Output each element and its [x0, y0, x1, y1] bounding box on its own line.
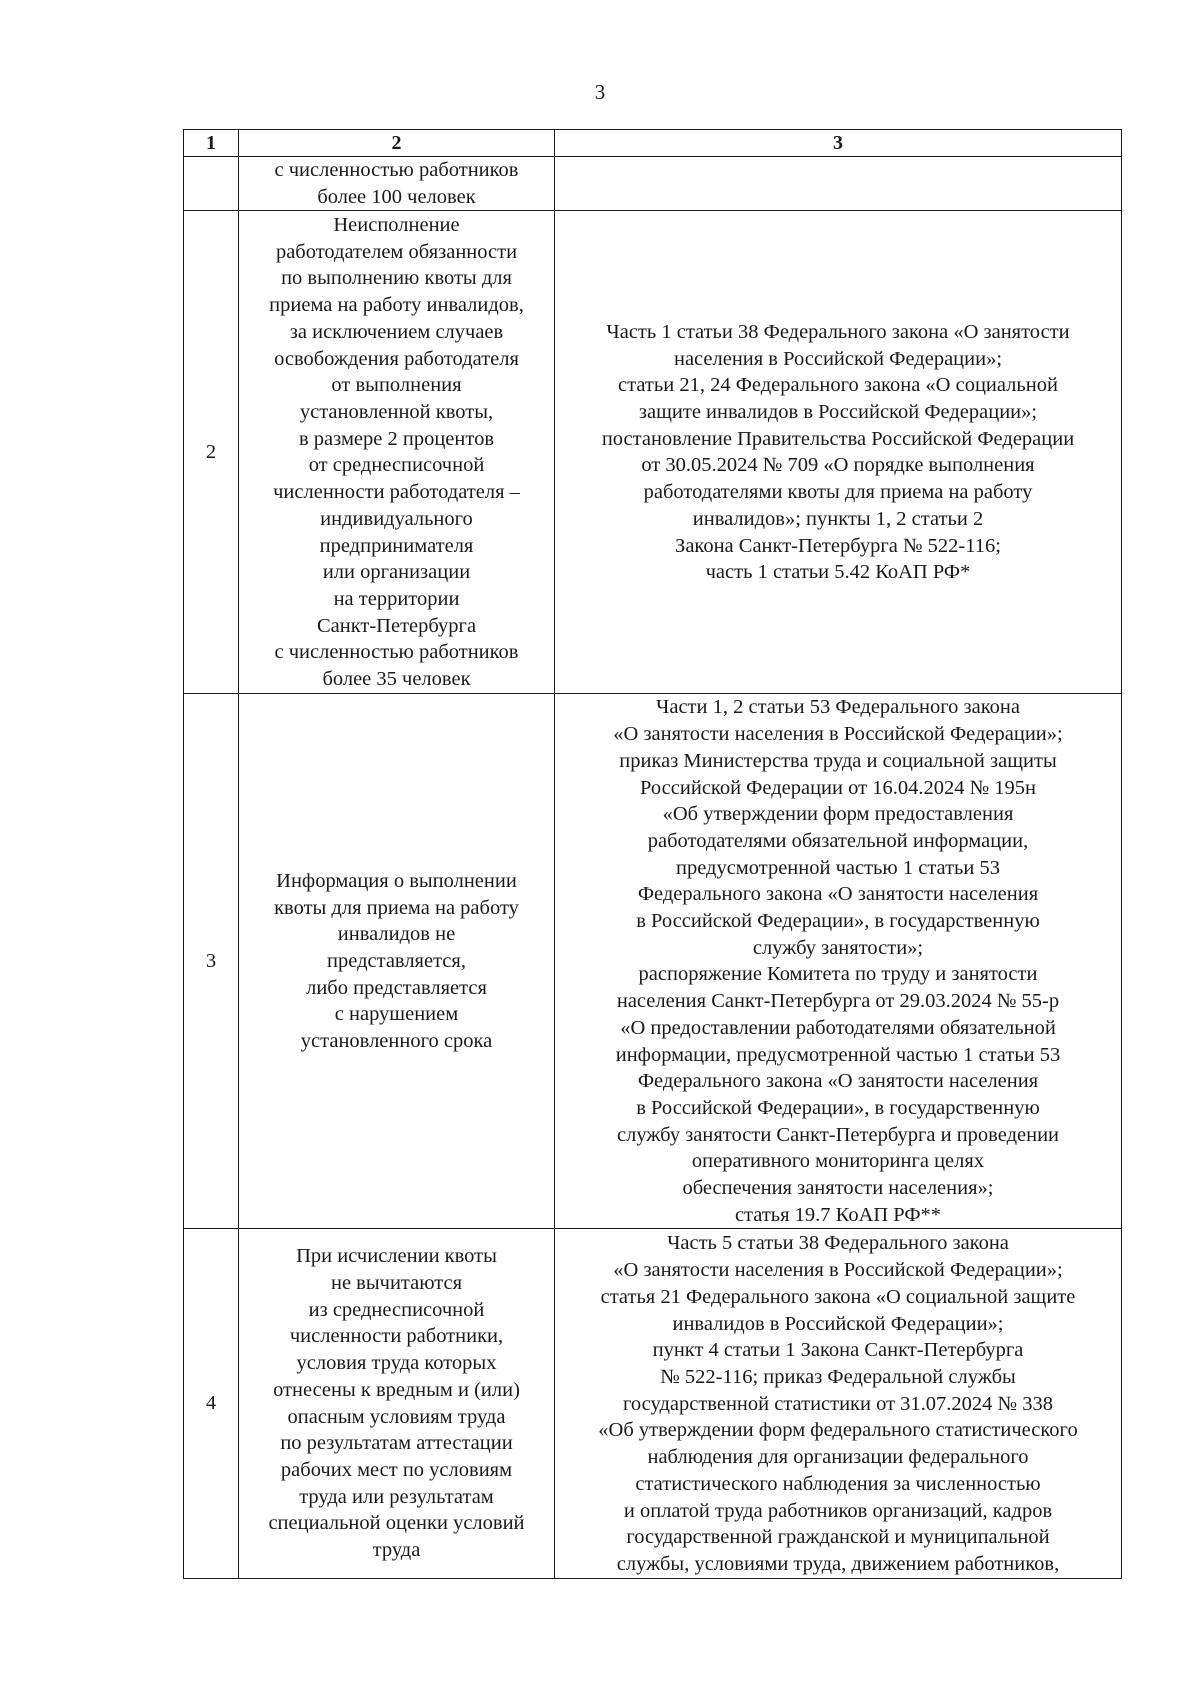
- basis-cell: [555, 1229, 1122, 1578]
- criterion-text: с численностью работников более 100 человек: [274, 159, 519, 208]
- table-row: [184, 211, 1122, 694]
- header-col-3: 3: [555, 130, 1122, 157]
- row-number-cell: [184, 694, 239, 1229]
- basis-text: Часть 5 статьи 38 Федерального закона «О занятости населения в Российской Федерации»; статья 21 Федерального закона «О социальной защите инвалидов в Российской Федерации»; пункт 4 статьи 1 Закона Санкт-Петербурга № 522-116; приказ Федеральной службы государственной статистики от 31.07.2024 № 338 «Об утверждении форм федерального статистического наблюдения для организации федерального статистического наблюдения за численностью и оплатой труда работников организаций, кадров государственной гражданской и муниципальной службы, условиями труда, движением работников,: [598, 1232, 1078, 1575]
- row-number: 2: [205, 441, 217, 464]
- row-number: 4: [205, 1392, 217, 1415]
- row-number-cell: [184, 1229, 239, 1578]
- basis-cell: [555, 157, 1122, 211]
- table-row: [184, 157, 1122, 211]
- criterion-cell: [239, 1229, 555, 1578]
- header-col-1: 1: [184, 130, 239, 157]
- table-row: [184, 694, 1122, 1229]
- criterion-text: При исчислении квоты не вычитаются из среднесписочной численности работники, условия труда которых отнесены к вредным и (или) опасным условиям труда по результатам аттестации рабочих мест по условиям труда или результатам специальной оценки условий труда: [268, 1245, 525, 1562]
- requirements-table: [183, 129, 1122, 1579]
- basis-text: Часть 1 статьи 38 Федерального закона «О занятости населения в Российской Федерации»; статьи 21, 24 Федерального закона «О социальной защите инвалидов в Российской Федерации»; постановление Правительства Российской Федерации от 30.05.2024 № 709 «О порядке выполнения работодателями квоты для приема на работу инвалидов»; пункты 1, 2 статьи 2 Закона Санкт-Петербурга № 522-116; часть 1 статьи 5.42 КоАП РФ*: [601, 320, 1075, 584]
- criterion-text: Неисполнение работодателем обязанности по выполнению квоты для приема на работу инвалидов, за исключением случаев освобождения работодателя от выполнения установленной квоты, в размере 2 процентов от среднесписочной численности работодателя – индивидуального предпринимателя или организации на территории Санкт-Петербурга с численностью работников более 35 человек: [269, 214, 524, 691]
- criterion-cell: [239, 694, 555, 1229]
- row-number: 3: [205, 950, 217, 973]
- criterion-cell: [239, 211, 555, 694]
- page-number: 3: [594, 80, 606, 104]
- header-col-2: 2: [239, 130, 555, 157]
- basis-text: Части 1, 2 статьи 53 Федерального закона «О занятости населения в Российской Федерации»; приказ Министерства труда и социальной защиты Российской Федерации от 16.04.2024 № 195н «Об утверждении форм предоставления работодателями обязательной информации, предусмотренной частью 1 статьи 53 Федерального закона «О занятости населения в Российской Федерации», в государственную службу занятости»; распоряжение Комитета по труду и занятости населения Санкт-Петербурга от 29.03.2024 № 55-р «О предоставлении работодателями обязательной информации, предусмотренной частью 1 статьи 53 Федерального закона «О занятости населения в Российской Федерации», в государственную службу занятости Санкт-Петербурга и проведении оперативного мониторинга целях обеспечения занятости населения»; статья 19.7 КоАП РФ**: [613, 696, 1063, 1226]
- table-row: [184, 1229, 1122, 1578]
- table-header-row: [184, 130, 1122, 157]
- criterion-text: Информация о выполнении квоты для приема на работу инвалидов не представляется, либо представляется с нарушением установленного срока: [274, 869, 519, 1053]
- basis-cell: [555, 211, 1122, 694]
- criterion-cell: [239, 157, 555, 211]
- row-number-cell: [184, 157, 239, 211]
- row-number-cell: [184, 211, 239, 694]
- basis-cell: [555, 694, 1122, 1229]
